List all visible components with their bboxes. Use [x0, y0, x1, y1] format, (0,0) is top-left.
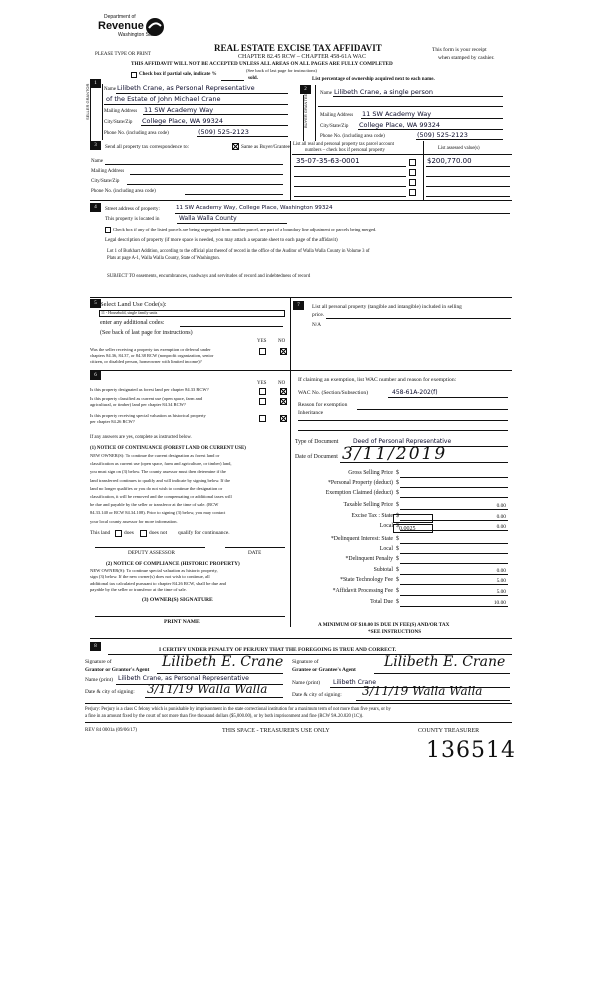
seller-mail-label: Mailing Address — [104, 109, 138, 114]
parcel-head-1: List all real and personal property tax parcel account — [293, 142, 394, 147]
exemption-q-2: chapters 84.36, 84.37, or 84.38 RCW (nonprofit organization, senior — [90, 353, 214, 358]
parcel-pp-checkbox-3[interactable] — [409, 179, 416, 186]
does-checkbox[interactable] — [115, 530, 122, 537]
dept-line3: Washington State — [118, 32, 158, 38]
seller-city-label: City/State/Zip — [104, 120, 133, 125]
q5-yes-head: YES — [257, 381, 267, 386]
street-address[interactable]: 11 SW Academy Way, College Place, Washington 99324 — [176, 205, 333, 211]
doc-date[interactable]: 3/11/2019 — [342, 444, 448, 464]
p1wrap-line: land no longer qualifies or you do not wish to continue the designation or — [90, 485, 223, 491]
additional-codes-label: enter any additional codes: — [100, 320, 165, 326]
p1wrap-line: classification, it will be removed and the compensating or additional taxes will — [90, 494, 232, 499]
exemption-q-3: citizen, or disabled person, homeowner with limited income)? — [90, 359, 202, 364]
sold-label: sold. — [248, 76, 258, 81]
p2wrap-line: payable by the seller or transferor at the time of sale. — [90, 587, 187, 593]
notice-continuance-heading: (1) NOTICE OF CONTINUANCE (FOREST LAND OR CURRENT USE) — [90, 446, 246, 451]
seller-city[interactable]: College Place, WA 99324 — [142, 117, 223, 125]
current-use-q2: agricultural, or timber) land per chapter 84.34 RCW? — [90, 402, 186, 407]
calc-row-dollar: $ — [396, 470, 399, 476]
form-revision: REV 84 0001a (09/06/17) — [85, 728, 137, 733]
current-use-q1: Is this property classified as current use (open space, farm and — [90, 396, 203, 401]
land-use-label: Select Land Use Code(s): — [100, 301, 167, 308]
historic-yes-checkbox[interactable] — [259, 415, 266, 422]
parcel-number[interactable]: 35-07-35-63-0001 — [296, 157, 360, 165]
historic-no-checkbox[interactable] — [280, 415, 287, 422]
calc-row-value[interactable]: 0.00 — [496, 524, 506, 530]
wac-label: WAC No. (Section/Subsection) — [298, 390, 369, 396]
land-use-code[interactable]: 11 - Household, single family units — [101, 310, 158, 315]
owner-signature-heading: (3) OWNER(S) SIGNATURE — [142, 597, 213, 603]
deputy-assessor-label: DEPUTY ASSESSOR — [128, 550, 175, 556]
calc-row-label: Local — [379, 546, 393, 552]
personal-property-line2: price. — [312, 312, 325, 318]
seller-name-1[interactable]: Lilibeth Crane, as Personal Representative — [117, 84, 255, 92]
grantee-sig-label-2: Grantee or Grantee's Agent — [292, 667, 356, 673]
county-treasurer: COUNTY TREASURER — [418, 728, 480, 734]
calc-row-label: *Delinquent Interest: State — [330, 536, 393, 542]
q5-no-head: NO — [278, 381, 286, 386]
forest-no-checkbox[interactable] — [280, 388, 287, 395]
p1wrap-line: your local county assessor for more information. — [90, 518, 178, 524]
calc-row-label: *Personal Property (deduct) — [327, 480, 393, 486]
if-any-yes: If any answers are yes, complete as instructed below. — [90, 435, 192, 440]
buyer-city-label: City/State/Zip — [320, 124, 349, 129]
same-as-buyer-label: Same as Buyer/Grantee — [241, 144, 290, 150]
p1wrap-line: NEW OWNER(S): To continue the current designation as forest land or — [90, 453, 220, 458]
exemption-reason[interactable]: Inheritance — [298, 410, 324, 416]
personal-property-value[interactable]: N/A — [312, 322, 321, 328]
seller-name-label: Name — [104, 87, 116, 92]
p1wrap-line: be due and payable by the seller or transferor at the time of sale. (RCW — [90, 502, 219, 508]
corr-mail-label: Mailing Address — [91, 169, 125, 174]
calc-row-dollar: $ — [396, 577, 399, 583]
reason-label: Reason for exemption — [298, 402, 348, 408]
historic-q1: Is this property receiving special valuation as historical property — [90, 413, 206, 418]
calc-row-dollar: $ — [396, 502, 399, 508]
grantor-printed-name[interactable]: Lilibeth Crane, as Personal Representative — [118, 675, 249, 682]
land-use-seeback: (See back of last page for instructions) — [100, 330, 193, 336]
grantor-signature[interactable]: Lilibeth E. Crane — [162, 654, 284, 670]
parcel-head-2: numbers – check box if personal property — [305, 148, 385, 153]
segregated-checkbox[interactable] — [105, 227, 111, 233]
legal-label: Legal description of property (if more space is needed, you may attach a separate sheet to each page of the affidavit) — [105, 238, 338, 243]
calc-row-label: *Delinquent Penalty — [345, 556, 393, 562]
dept-line1: Department of — [104, 14, 136, 20]
see-instructions: *SEE INSTRUCTIONS — [368, 629, 422, 635]
corr-city-label: City/State/Zip — [91, 179, 120, 184]
exemption-yes-checkbox[interactable] — [259, 348, 266, 355]
segregated-label: Check box if any of the listed parcels are being segregated from another parcel, are part of a boundary line adjustment or parcels being merged. — [113, 227, 377, 232]
parcel-pp-checkbox-4[interactable] — [409, 189, 416, 196]
list-pct: List percentage of ownership acquired next to each name. — [312, 77, 435, 82]
buyer-phone-label: Phone No. (including area code) — [320, 134, 385, 139]
see-back: (See back of last page for instructions) — [246, 68, 317, 73]
section-6-badge: 6 — [90, 371, 101, 380]
calc-row-label: Total Due — [370, 599, 393, 605]
p1wrap-line: classification as current use (open space, farm and agriculture, or timber) land, — [90, 461, 232, 467]
section-5-badge: 5 — [90, 299, 101, 308]
calc-row-label: Excise Tax : State — [351, 513, 393, 519]
buyer-name-label: Name — [320, 91, 332, 96]
q-no-head: NO — [278, 339, 286, 344]
local-rate: 0.0025 — [399, 526, 416, 532]
located-county[interactable]: Walla Walla County — [179, 215, 237, 222]
form-chapter: CHAPTER 82.45 RCW – CHAPTER 458-61A WAC — [238, 54, 366, 60]
section-1-badge: 1 — [90, 79, 101, 88]
section-3-badge: 3 — [90, 141, 101, 150]
partial-sale-label: Check box if partial sale, indicate % — [139, 72, 217, 77]
buyer-mail-label: Mailing Address — [320, 113, 354, 118]
exemption-heading: If claiming an exemption, list WAC number and reason for exemption: — [298, 377, 457, 383]
calc-row-value[interactable]: 5.00 — [496, 589, 506, 595]
parcel-pp-checkbox-1[interactable] — [409, 159, 416, 166]
assessor-date-label: DATE — [248, 550, 262, 556]
forest-q: Is this property designated as forest land per chapter 84.33 RCW? — [90, 387, 209, 392]
grantee-date-label: Date & city of signing: — [292, 692, 342, 698]
does-label: does — [124, 530, 134, 536]
please-print: PLEASE TYPE OR PRINT — [95, 52, 151, 57]
exemption-no-checkbox[interactable] — [280, 348, 287, 355]
section-7-badge: 7 — [293, 301, 304, 310]
parcel-pp-checkbox-2[interactable] — [409, 169, 416, 176]
corr-name-label: Name — [91, 159, 103, 164]
legal-line-2[interactable]: Plats at page A-1, Walla Walla County, State of Washington. — [107, 256, 220, 261]
p1wrap-line: you must sign on (3) below. The county assessor must then determine if the — [90, 469, 226, 475]
personal-property-line1: List all personal property (tangible and intangible) included in selling — [312, 304, 462, 310]
p1wrap-line: land transferred continues to qualify and will indicate by signing below. If the — [90, 477, 231, 483]
buyer-city[interactable]: College Place, WA 99324 — [359, 121, 440, 129]
buyer-name[interactable]: Lilibeth Crane, a single person — [334, 88, 433, 96]
p2wrap-line: NEW OWNER(S): To continue special valuation as historic property, — [90, 568, 218, 573]
calc-row-value[interactable]: 0.00 — [496, 514, 506, 520]
receipt-line1: This form is your receipt — [432, 47, 487, 53]
calc-row-value[interactable]: 10.00 — [493, 600, 506, 606]
treasurer-use: THIS SPACE - TREASURER'S USE ONLY — [222, 728, 330, 734]
forest-yes-checkbox[interactable] — [259, 388, 266, 395]
subject-to[interactable]: SUBJECT TO easements, encumbrances, roadways and servitudes of record and indebtedness of record — [107, 274, 311, 279]
calc-row-label: Local — [379, 523, 393, 529]
current-use-yes-checkbox[interactable] — [259, 398, 266, 405]
street-label: Street address of property: — [105, 206, 160, 212]
partial-sale-checkbox[interactable] — [131, 72, 137, 78]
calc-row-label: Gross Selling Price — [348, 470, 393, 476]
does-not-label: does not — [149, 530, 168, 536]
calc-row-dollar: $ — [396, 588, 399, 594]
calc-row-label: Exemption Claimed (deduct) — [325, 490, 393, 496]
assessed-value[interactable]: $200,770.00 — [427, 157, 472, 165]
assessed-head: List assessed value(s) — [438, 146, 480, 151]
form-warning: THIS AFFIDAVIT WILL NOT BE ACCEPTED UNLESS ALL AREAS ON ALL PAGES ARE FULLY COMPLETED — [131, 61, 393, 67]
print-name-label: PRINT NAME — [164, 619, 200, 625]
doc-type[interactable]: Deed of Personal Representative — [353, 438, 452, 445]
current-use-no-checkbox[interactable] — [280, 398, 287, 405]
does-not-checkbox[interactable] — [140, 530, 147, 537]
buyer-mail[interactable]: 11 SW Academy Way — [362, 110, 432, 118]
calc-row-dollar: $ — [396, 536, 399, 542]
grantee-printed-name[interactable]: Lilibeth Crane — [333, 679, 377, 686]
perjury-line-1: Perjury: Perjury is a class C felony which is punishable by imprisonment in the state correctional institution for a maximum term of not more than five years, or by — [85, 707, 391, 712]
form-title: REAL ESTATE EXCISE TAX AFFIDAVIT — [214, 43, 382, 53]
calc-row-dollar: $ — [396, 599, 399, 605]
calc-row-label: Taxable Selling Price — [343, 502, 393, 508]
grantee-name-label: Name (print) — [292, 680, 320, 686]
corr-phone-label: Phone No. (including area code) — [91, 189, 156, 194]
calc-row-value[interactable]: 0.00 — [496, 503, 506, 509]
qualify-label: qualify for continuance. — [178, 530, 230, 536]
section-2-badge: 2 — [300, 85, 311, 94]
calc-row-value[interactable]: 5.00 — [496, 578, 506, 584]
seller-name-2[interactable]: of the Estate of John Michael Crane — [106, 95, 221, 103]
grantor-date-city[interactable]: 3/11/19 Walla Walla — [147, 682, 268, 696]
historic-q2: per chapter 84.26 RCW? — [90, 419, 135, 424]
seller-phone-label: Phone No. (including area code) — [104, 131, 169, 136]
doc-date-label: Date of Document — [295, 454, 338, 460]
p2wrap-line: additional tax calculated pursuant to chapter 84.26 RCW, shall be due and — [90, 580, 226, 586]
buyer-phone[interactable]: (509) 525-2123 — [417, 131, 468, 139]
grantor-sig-label-2: Grantor or Grantor's Agent — [85, 667, 150, 673]
this-land-label: This land — [90, 530, 111, 536]
grantee-signature[interactable]: Lilibeth E. Crane — [384, 654, 506, 670]
exemption-q-1: Was the seller receiving a property tax exemption or deferral under — [90, 347, 211, 352]
calc-row-dollar: $ — [396, 567, 399, 573]
section-8-badge: 8 — [90, 642, 101, 651]
located-label: This property is located in — [105, 216, 160, 222]
p1wrap-line: 84.33.140 or RCW 84.34.108). Prior to signing (3) below, you may contact — [90, 510, 226, 516]
calc-row-dollar: $ — [396, 513, 399, 519]
state-rate-box[interactable] — [393, 514, 433, 523]
calc-row-dollar: $ — [396, 546, 399, 552]
local-rate-box[interactable] — [393, 524, 433, 533]
section-4-badge: 4 — [90, 203, 101, 212]
doc-type-label: Type of Document — [295, 439, 339, 445]
dept-line2: Revenue — [98, 20, 144, 32]
calc-row-label: *State Technology Fee — [340, 577, 393, 583]
grantor-name-label: Name (print) — [85, 677, 113, 683]
grantor-date-label: Date & city of signing: — [85, 689, 135, 695]
grantor-sig-label-1: Signature of — [85, 659, 112, 665]
calc-row-value[interactable]: 0.00 — [496, 568, 506, 574]
certify-statement: I CERTIFY UNDER PENALTY OF PERJURY THAT THE FOREGOING IS TRUE AND CORRECT. — [159, 647, 397, 653]
grantee-date-city[interactable]: 3/11/19 Walla Walla — [362, 684, 483, 698]
treasurer-stamp-number: 136514 — [426, 738, 516, 763]
same-as-buyer-checkbox[interactable] — [232, 143, 239, 150]
send-correspondence-label: Send all property tax correspondence to: — [105, 144, 189, 150]
calc-row-dollar: $ — [396, 556, 399, 562]
minimum-due: A MINIMUM OF $10.00 IS DUE IN FEE(S) AND/OR TAX — [318, 622, 450, 628]
calc-row-dollar: $ — [396, 480, 399, 486]
seller-mail[interactable]: 11 SW Academy Way — [144, 106, 214, 114]
buyer-side-label: BUYER GRANTEE — [303, 93, 308, 128]
grantee-sig-label-1: Signature of — [292, 659, 319, 665]
notice-compliance-heading: (2) NOTICE OF COMPLIANCE (HISTORIC PROPERTY) — [106, 561, 240, 567]
wac-number[interactable]: 458-61A-202(f) — [392, 389, 438, 396]
calc-row-dollar: $ — [396, 523, 399, 529]
q-yes-head: YES — [257, 339, 267, 344]
legal-line-1[interactable]: Lot 1 of Burkhart Addition, according to the official plat thereof of record in the office of the Auditor of Walla Walla County in Volume 3 of — [107, 249, 370, 254]
calc-row-dollar: $ — [396, 490, 399, 496]
seller-side-label: SELLER GRANTOR — [85, 83, 90, 120]
calc-row-label: *Affidavit Processing Fee — [332, 588, 393, 594]
calc-row-label: Subtotal — [373, 567, 393, 573]
p2wrap-line: sign (3) below. If the new owner(s) does not wish to continue, all — [90, 574, 210, 580]
seller-phone[interactable]: (509) 525-2123 — [198, 128, 249, 136]
receipt-line2: when stamped by cashier. — [438, 55, 495, 61]
perjury-line-2: a fine in an amount fixed by the court of not more than five thousand dollars ($5,000.00), or by both imprisonment and fine (RCW 9A.20.020 (1C)). — [85, 714, 364, 719]
